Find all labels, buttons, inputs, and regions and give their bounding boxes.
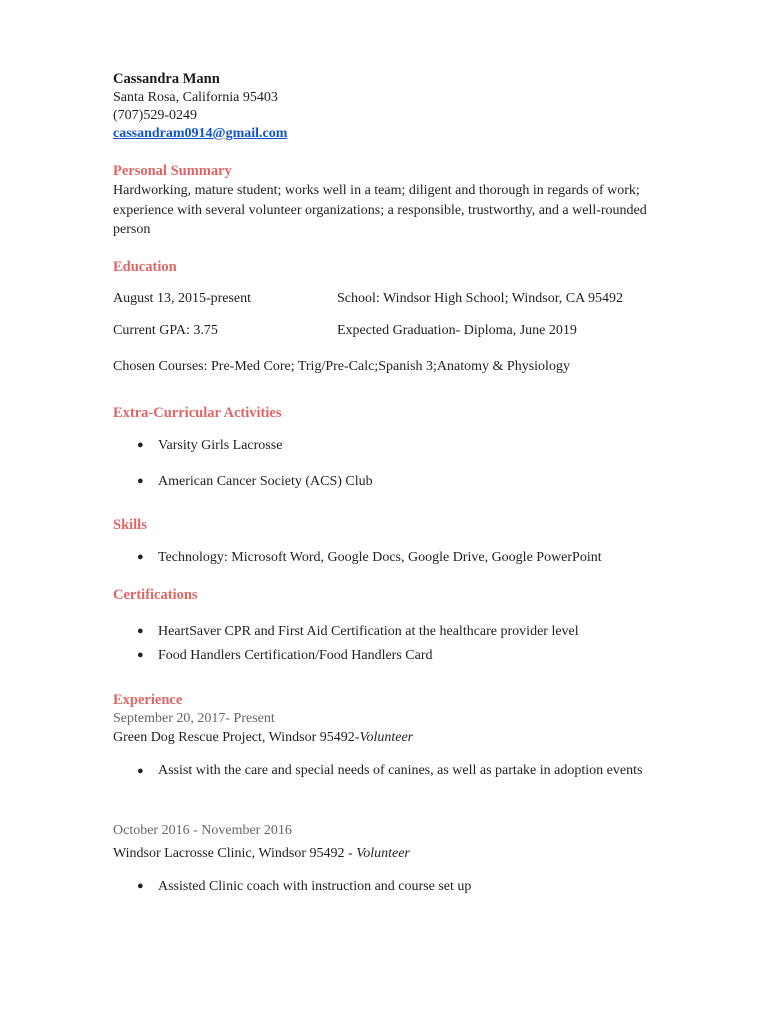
bullet-icon: ● [137, 649, 144, 661]
skill-item [137, 548, 602, 567]
skill-item-text: Technology: Microsoft Word, Google Docs, Google Drive, Google PowerPoint [158, 550, 602, 565]
bullet-icon: ● [137, 765, 144, 777]
activity-item [137, 472, 373, 491]
activity-item [137, 436, 282, 455]
bullet-icon: ● [137, 439, 144, 451]
activity-item-text: American Cancer Society (ACS) Club [158, 474, 373, 489]
education-dates: August 13, 2015-present [113, 291, 252, 306]
job-organization: Green Dog Rescue Project, Windsor 95492- [113, 730, 360, 745]
job-organization: Windsor Lacrosse Clinic, Windsor 95492 - [113, 846, 357, 861]
applicant-name: Cassandra Mann [113, 71, 220, 87]
bullet-icon: ● [137, 551, 144, 563]
education-courses: Chosen Courses: Pre-Med Core; Trig/Pre-Calc;Spanish 3;Anatomy & Physiology [113, 359, 570, 374]
skills-heading: Skills [113, 517, 147, 533]
activity-item-text: Varsity Girls Lacrosse [158, 438, 283, 453]
summary-heading: Personal Summary [113, 163, 232, 179]
job-bullet-text: Assist with the care and special needs of canines, as well as partake in adoption events [158, 763, 643, 778]
job-bullet [137, 877, 471, 896]
job-title [113, 845, 410, 863]
job-role: Volunteer [359, 730, 414, 745]
job-dates: October 2016 - November 2016 [113, 823, 292, 838]
certification-item-text: HeartSaver CPR and First Aid Certification at the healthcare provider level [158, 624, 579, 639]
job-dates: September 20, 2017- Present [113, 711, 275, 726]
certifications-heading: Certifications [113, 587, 198, 603]
phone-text: (707)529-0249 [113, 108, 197, 123]
certification-item [137, 646, 433, 665]
experience-heading: Experience [113, 692, 183, 708]
email-link[interactable]: cassandram0914@gmail.com [113, 126, 288, 141]
education-gpa: Current GPA: 3.75 [113, 323, 218, 338]
activities-heading: Extra-Curricular Activities [113, 405, 282, 421]
job-title [113, 729, 413, 747]
summary-text: Hardworking, mature student; works well in a team; diligent and thorough in regards of work; experience with several volunteer organizations; a responsible, trustworthy, and a well-rounded person [113, 183, 647, 237]
education-heading: Education [113, 259, 177, 275]
education-graduation: Expected Graduation- Diploma, June 2019 [337, 323, 577, 338]
job-bullet-text: Assisted Clinic coach with instruction and course set up [158, 879, 472, 894]
job-role: Volunteer [356, 846, 410, 861]
bullet-icon: ● [137, 475, 144, 487]
bullet-icon: ● [137, 625, 144, 637]
certification-item-text: Food Handlers Certification/Food Handlers Card [158, 648, 433, 663]
certification-item [137, 622, 579, 641]
bullet-icon: ● [137, 880, 144, 892]
education-school: School: Windsor High School; Windsor, CA 95492 [337, 291, 623, 306]
location-text: Santa Rosa, California 95403 [113, 90, 278, 105]
